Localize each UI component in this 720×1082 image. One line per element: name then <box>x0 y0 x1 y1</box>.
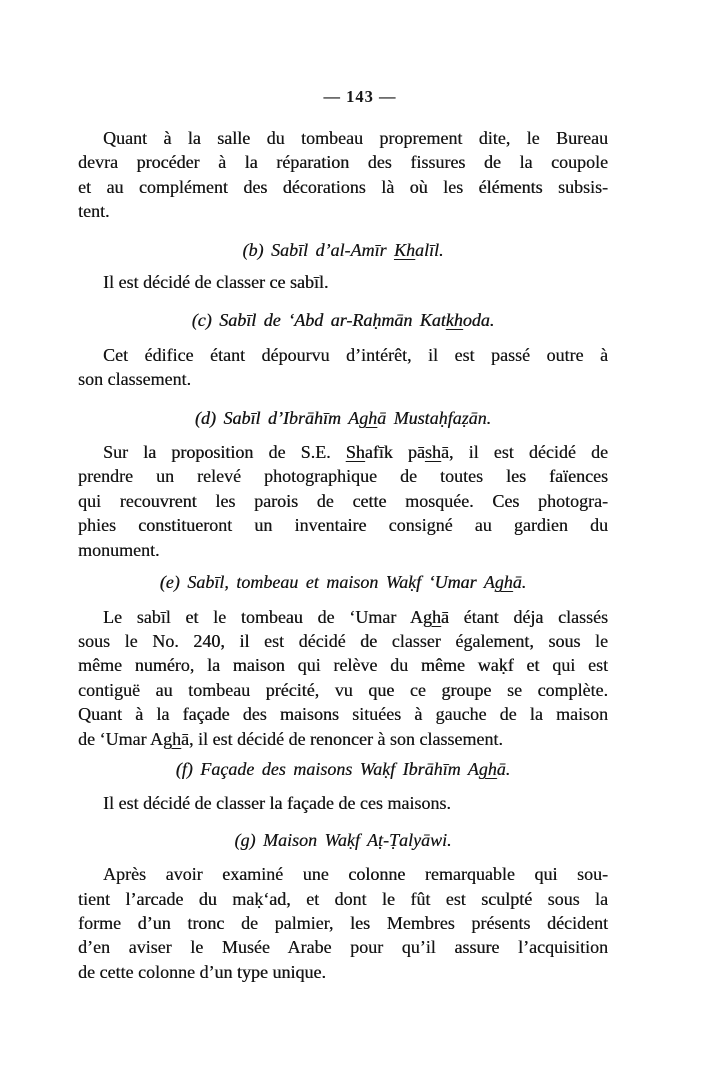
section-heading-g <box>78 828 608 852</box>
text-line: Après avoir examiné une colonne remarquable qui sou- <box>103 864 608 885</box>
text-line: (e) Sabīl, tombeau et maison Waḳf ‘Umar Aghā. <box>159 572 527 593</box>
text-line: (d) Sabīl d’Ibrāhīm Aghā Mustaḥfaẓān. <box>194 407 492 428</box>
text-line: qui recouvrent les parois de cette mosquée. Ces photogra- <box>78 490 608 511</box>
text-line: monument. <box>78 539 160 560</box>
section-heading-f <box>78 757 608 781</box>
text-line: Il est décidé de classer la façade de ces maisons. <box>103 793 451 814</box>
text-line: (b) Sabīl d’al-Amīr Khalīl. <box>242 239 444 260</box>
text-line: tient l’arcade du maḳ‘ad, et dont le fût est sculpté sous la <box>78 888 608 909</box>
section-heading-b <box>78 238 608 262</box>
text-line: contiguë au tombeau précité, vu que ce groupe se complète. <box>78 679 608 700</box>
text-line: Quant à la façade des maisons situées à gauche de la maison <box>78 704 608 725</box>
page-number: — 143 — <box>323 87 397 106</box>
text-line: (c) Sabīl de ‘Abd ar-Raḥmān Katkhoda. <box>191 310 495 331</box>
text-line: d’en aviser le Musée Arabe pour qu’il assure l’acquisition <box>78 937 608 958</box>
text-column <box>78 118 608 984</box>
text-line: Cet édifice étant dépourvu d’intérêt, il est passé outre à <box>103 344 608 365</box>
text-line: phies constitueront un inventaire consigné au gardien du <box>78 515 608 536</box>
text-line: Il est décidé de classer ce sabīl. <box>103 272 329 293</box>
text-line: de ‘Umar Aghā, il est décidé de renoncer à son classement. <box>78 728 503 749</box>
text-line: Sur la proposition de S.E. Shafīk pāshā, il est décidé de <box>103 442 608 463</box>
section-heading-d <box>78 406 608 430</box>
text-line: (f) Façade des maisons Waḳf Ibrāhīm Aghā. <box>175 758 511 779</box>
paragraph-intro <box>78 126 608 224</box>
text-line: et au complément des décorations là où les éléments subsis- <box>78 176 608 197</box>
text-line: Le sabīl et le tombeau de ‘Umar Aghā étant déja classés <box>103 606 608 627</box>
paragraph-section-b <box>78 270 608 294</box>
text-line: même numéro, la maison qui relève du même waḳf et qui est <box>78 655 608 676</box>
text-line: tent. <box>78 201 110 222</box>
paragraph-section-f <box>78 791 608 815</box>
section-heading-e <box>78 570 608 594</box>
text-line: prendre un relevé photographique de toutes les faïences <box>78 466 608 487</box>
text-line: (g) Maison Waḳf Aṭ-Ṭalyāwi. <box>234 829 452 850</box>
text-line: de cette colonne d’un type unique. <box>78 961 326 982</box>
text-line: forme d’un tronc de palmier, les Membres présents décident <box>78 912 608 933</box>
paragraph-section-g <box>78 862 608 984</box>
paragraph-section-c <box>78 343 608 392</box>
paragraph-section-d <box>78 440 608 562</box>
text-line: devra procéder à la réparation des fissures de la coupole <box>78 152 608 173</box>
text-line: sous le No. 240, il est décidé de classer également, sous le <box>78 630 608 651</box>
text-line: Quant à la salle du tombeau proprement dite, le Bureau <box>103 128 608 148</box>
section-heading-c <box>78 308 608 332</box>
paragraph-section-e <box>78 605 608 751</box>
text-line: son classement. <box>78 369 191 390</box>
